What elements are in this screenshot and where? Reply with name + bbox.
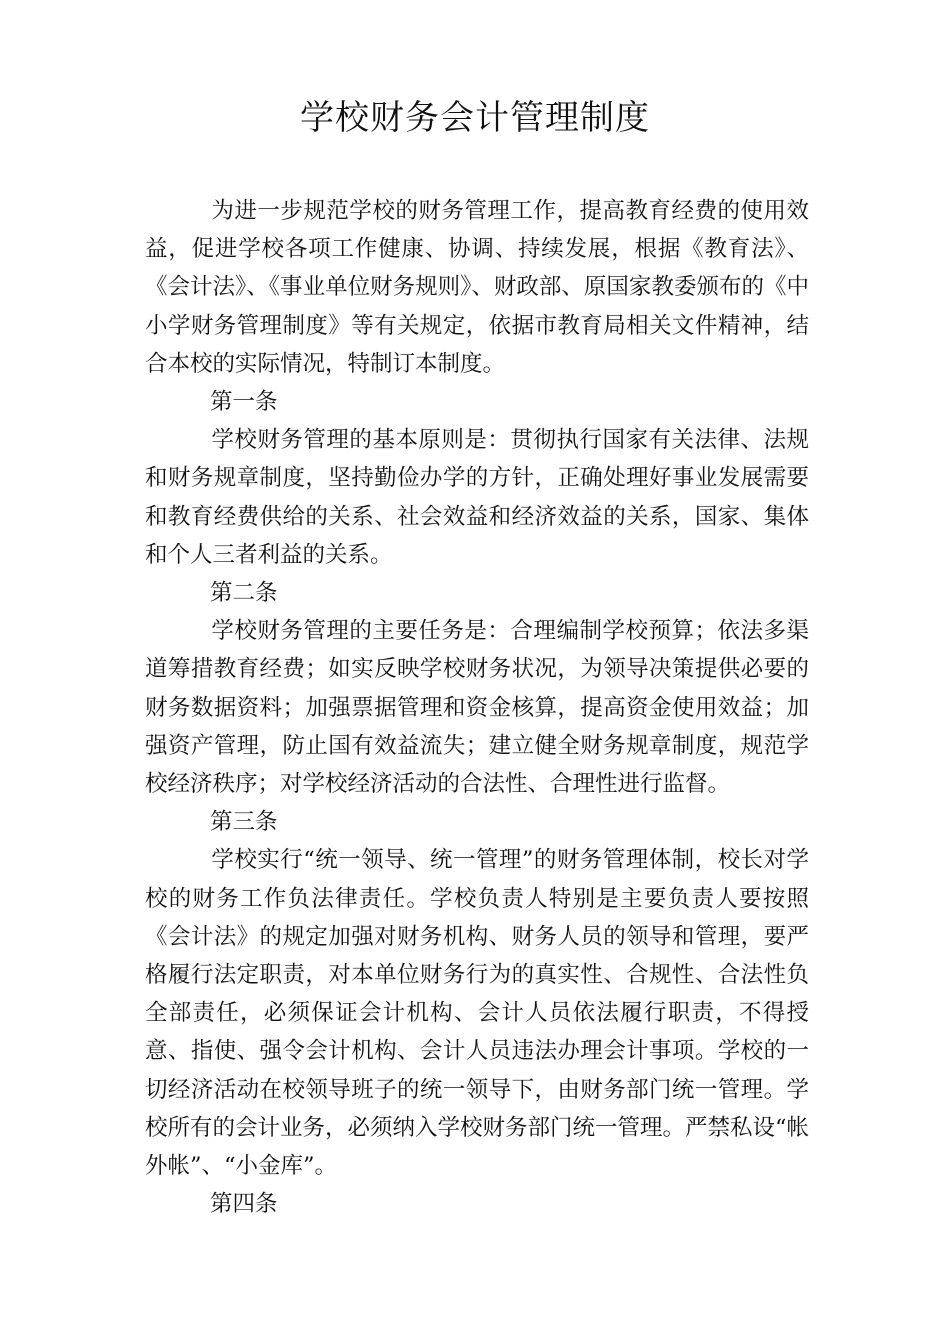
intro-paragraph: 为进一步规范学校的财务管理工作，提高教育经费的使用效益，促进学校各项工作健康、协调、持续发展，根据《教育法》、《会计法》、《事业单位财务规则》、财政部、原国家教委颁布的《中小学财务管理制度》等有关规定，依据市教育局相关文件精神，结合本校的实际情况，特制订本制度。 — [145, 198, 809, 377]
article-2-heading: 第二条 — [210, 580, 278, 607]
article-3-paragraph: 学校实行“统一领导、统一管理”的财务管理体制，校长对学校的财务工作负法律责任。学校负责人特别是主要负责人要按照《会计法》的规定加强对财务机构、财务人员的领导和管理，要严格履行法定职责，对本单位财务行为的真实性、合规性、合法性负全部责任，必须保证会计机构、会计人员依法履行职责，不得授意、指使、强令会计机构、会计人员违法办理会计事项。学校的一切经济活动在校领导班子的统一领导下，由财务部门统一管理。学校所有的会计业务，必须纳入学校财务部门统一管理。严禁私设“帐外帐”、“小金库”。 — [145, 847, 810, 1180]
document-body — [145, 192, 809, 1223]
document-title: 学校财务会计管理制度 — [300, 98, 650, 138]
article-2-paragraph: 学校财务管理的主要任务是：合理编制学校预算；依法多渠道筹措教育经费；如实反映学校财务状况，为领导决策提供必要的财务数据资料；加强票据管理和资金核算，提高资金使用效益；加强资产管理，防止国有效益流失；建立健全财务规章制度，规范学校经济秩序；对学校经济活动的合法性、合理性进行监督。 — [145, 618, 809, 798]
article-1-paragraph: 学校财务管理的基本原则是：贯彻执行国家有关法律、法规和财务规章制度，坚持勤俭办学的方针，正确处理好事业发展需要和教育经费供给的关系、社会效益和经济效益的关系，国家、集体和个人三者利益的关系。 — [145, 427, 809, 568]
article-1-heading: 第一条 — [210, 389, 278, 416]
article-4-heading: 第四条 — [210, 1191, 278, 1218]
article-3-heading: 第三条 — [210, 809, 278, 836]
